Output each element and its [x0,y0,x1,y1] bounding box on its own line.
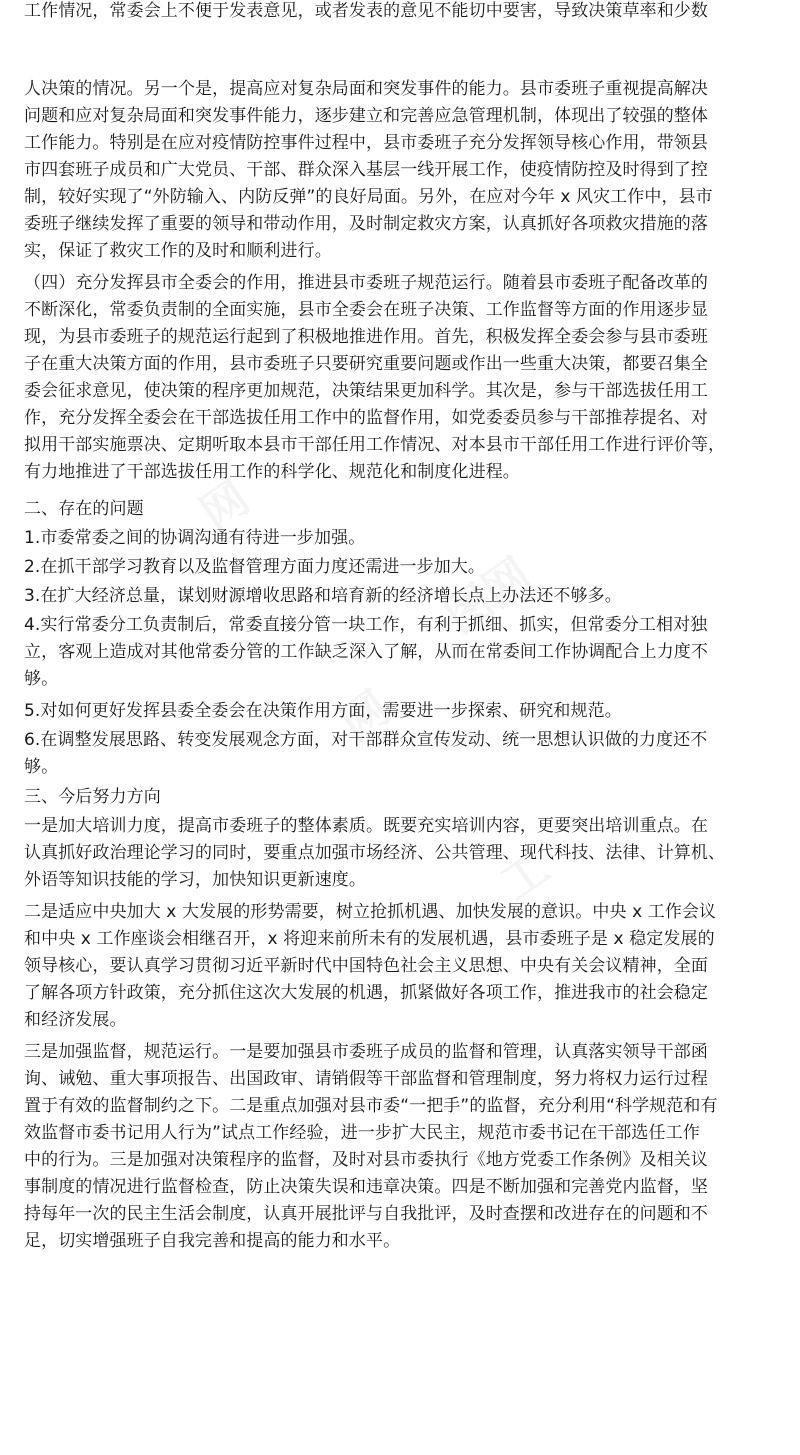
list-item: 2.在抓干部学习教育以及监督管理方面力度还需进一步加大。 [24,557,486,577]
list-item: 6.在调整发展思路、转变发展观念方面，对干部群众宣传发动、统一思想认识做的力度还不 [24,730,708,750]
text-line: 三是加强监督，规范运行。一是要加强县市委班子成员的监督和管理，认真落实领导干部函 [24,1042,708,1062]
section-heading: （四）充分发挥县市全委会的作用，推进县市委班子规范运行。随着县市委班子配备改革的 [24,273,708,293]
text-line: 了解各项方针政策，充分抓住这次大发展的机遇，抓紧做好各项工作，推进我市的社会稳定 [24,983,708,1003]
text-line: 认真抓好政治理论学习的同时，要重点加强市场经济、公共管理、现代科技、法律、计算机、 [24,843,726,863]
text-line: 现，为县市委班子的规范运行起到了积极地推进作用。首先，积极发挥全委会参与县市委班 [24,327,708,347]
text-line: 制，较好实现了“外防输入、内防反弹”的良好局面。另外，在应对今年 x 风灾工作中，县市 [24,187,713,207]
text-line: 够。 [24,669,59,689]
list-item: 1.市委常委之间的协调沟通有待进一步加强。 [24,528,366,548]
section-heading: 三、今后努力方向 [24,787,161,807]
text-line: 置于有效的监督制约之下。二是重点加强对县市委“一把手”的监督，充分利用“科学规范和有 [24,1096,718,1116]
text-line: 领导核心，要认真学习贯彻习近平新时代中国特色社会主义思想、中央有关会议精神，全面 [24,956,708,976]
text-line: 实，保证了救灾工作的及时和顺利进行。 [24,241,332,261]
text-line: 子在重大决策方面的作用，县市委班子只要研究重要问题或作出一些重大决策，都要召集全 [24,354,708,374]
list-item: 4.实行常委分工负责制后，常委直接分管一块工作，有利于抓细、抓实，但常委分工相对独 [24,615,708,635]
text-line: 问题和应对复杂局面和突发事件能力，逐步建立和完善应急管理机制，体现出了较强的整体 [24,106,708,126]
text-line: 询、诫勉、重大事项报告、出国政审、请销假等干部监督和管理制度，努力将权力运行过程 [24,1069,708,1089]
text-line: 工作能力。特别是在应对疫情防控事件过程中，县市委班子充分发挥领导核心作用，带领县 [24,133,708,153]
list-item: 5.对如何更好发挥县委全委会在决策作用方面，需要进一步探索、研究和规范。 [24,701,622,721]
text-line: 和中央 x 工作座谈会相继召开，x 将迎来前所未有的发展机遇，县市委班子是 x 稳定发展的 [24,929,715,949]
text-line: 二是适应中央加大 x 大发展的形势需要，树立抢抓机遇、加快发展的意识。中央 x 工作会议 [24,902,717,922]
text-line: 拟用干部实施票决、定期听取本县市干部任用工作情况、对本县市干部任用工作进行评价等， [24,435,726,455]
text-line: 持每年一次的民主生活会制度，认真开展批评与自我批评，及时查摆和改进存在的问题和不 [24,1204,708,1224]
text-line: 和经济发展。 [24,1010,127,1030]
text-line: 委会征求意见，使决策的程序更加规范，决策结果更加科学。其次是，参与干部选拔任用工 [24,381,708,401]
text-line: 效监督市委书记用人行为”试点工作经验，进一步扩大民主，规范市委书记在干部选任工作 [24,1123,700,1143]
text-line: 委班子继续发挥了重要的领导和带动作用，及时制定救灾方案，认真抓好各项救灾措施的落 [24,214,708,234]
text-line: 工作情况，常委会上不便于发表意见，或者发表的意见不能切中要害，导致决策草率和少数 [24,1,708,21]
text-line: 一是加大培训力度，提高市委班子的整体素质。既要充实培训内容，更要突出培训重点。在 [24,816,708,836]
list-item: 3.在扩大经济总量，谋划财源增收思路和培育新的经济增长点上办法还不够多。 [24,586,622,606]
text-line: 有力地推进了干部选拔任用工作的科学化、规范化和制度化进程。 [24,462,520,482]
text-line: 外语等知识技能的学习，加快知识更新速度。 [24,870,366,890]
section-heading: 二、存在的问题 [24,499,144,519]
text-line: 中的行为。三是加强对决策程序的监督，及时对县市委执行《地方党委工作条例》及相关议 [24,1150,708,1170]
text-line: 人决策的情况。另一个是，提高应对复杂局面和突发事件的能力。县市委班子重视提高解决 [24,79,708,99]
text-line: 市四套班子成员和广大党员、干部、群众深入基层一线开展工作，使疫情防控及时得到了控 [24,160,708,180]
text-line: 足，切实增强班子自我完善和提高的能力和水平。 [24,1231,401,1251]
text-line: 作，充分发挥全委会在干部选拔任用工作中的监督作用，如党委委员参与干部推荐提名、对 [24,408,708,428]
text-line: 立，客观上造成对其他常委分管的工作缺乏深入了解，从而在常委间工作协调配合上力度不 [24,642,708,662]
text-line: 不断深化，常委负责制的全面实施，县市全委会在班子决策、工作监督等方面的作用逐步显 [24,300,708,320]
text-line: 够。 [24,757,59,777]
text-line: 事制度的情况进行监督检查，防止决策失误和违章决策。四是不断加强和完善党内监督，坚 [24,1177,708,1197]
